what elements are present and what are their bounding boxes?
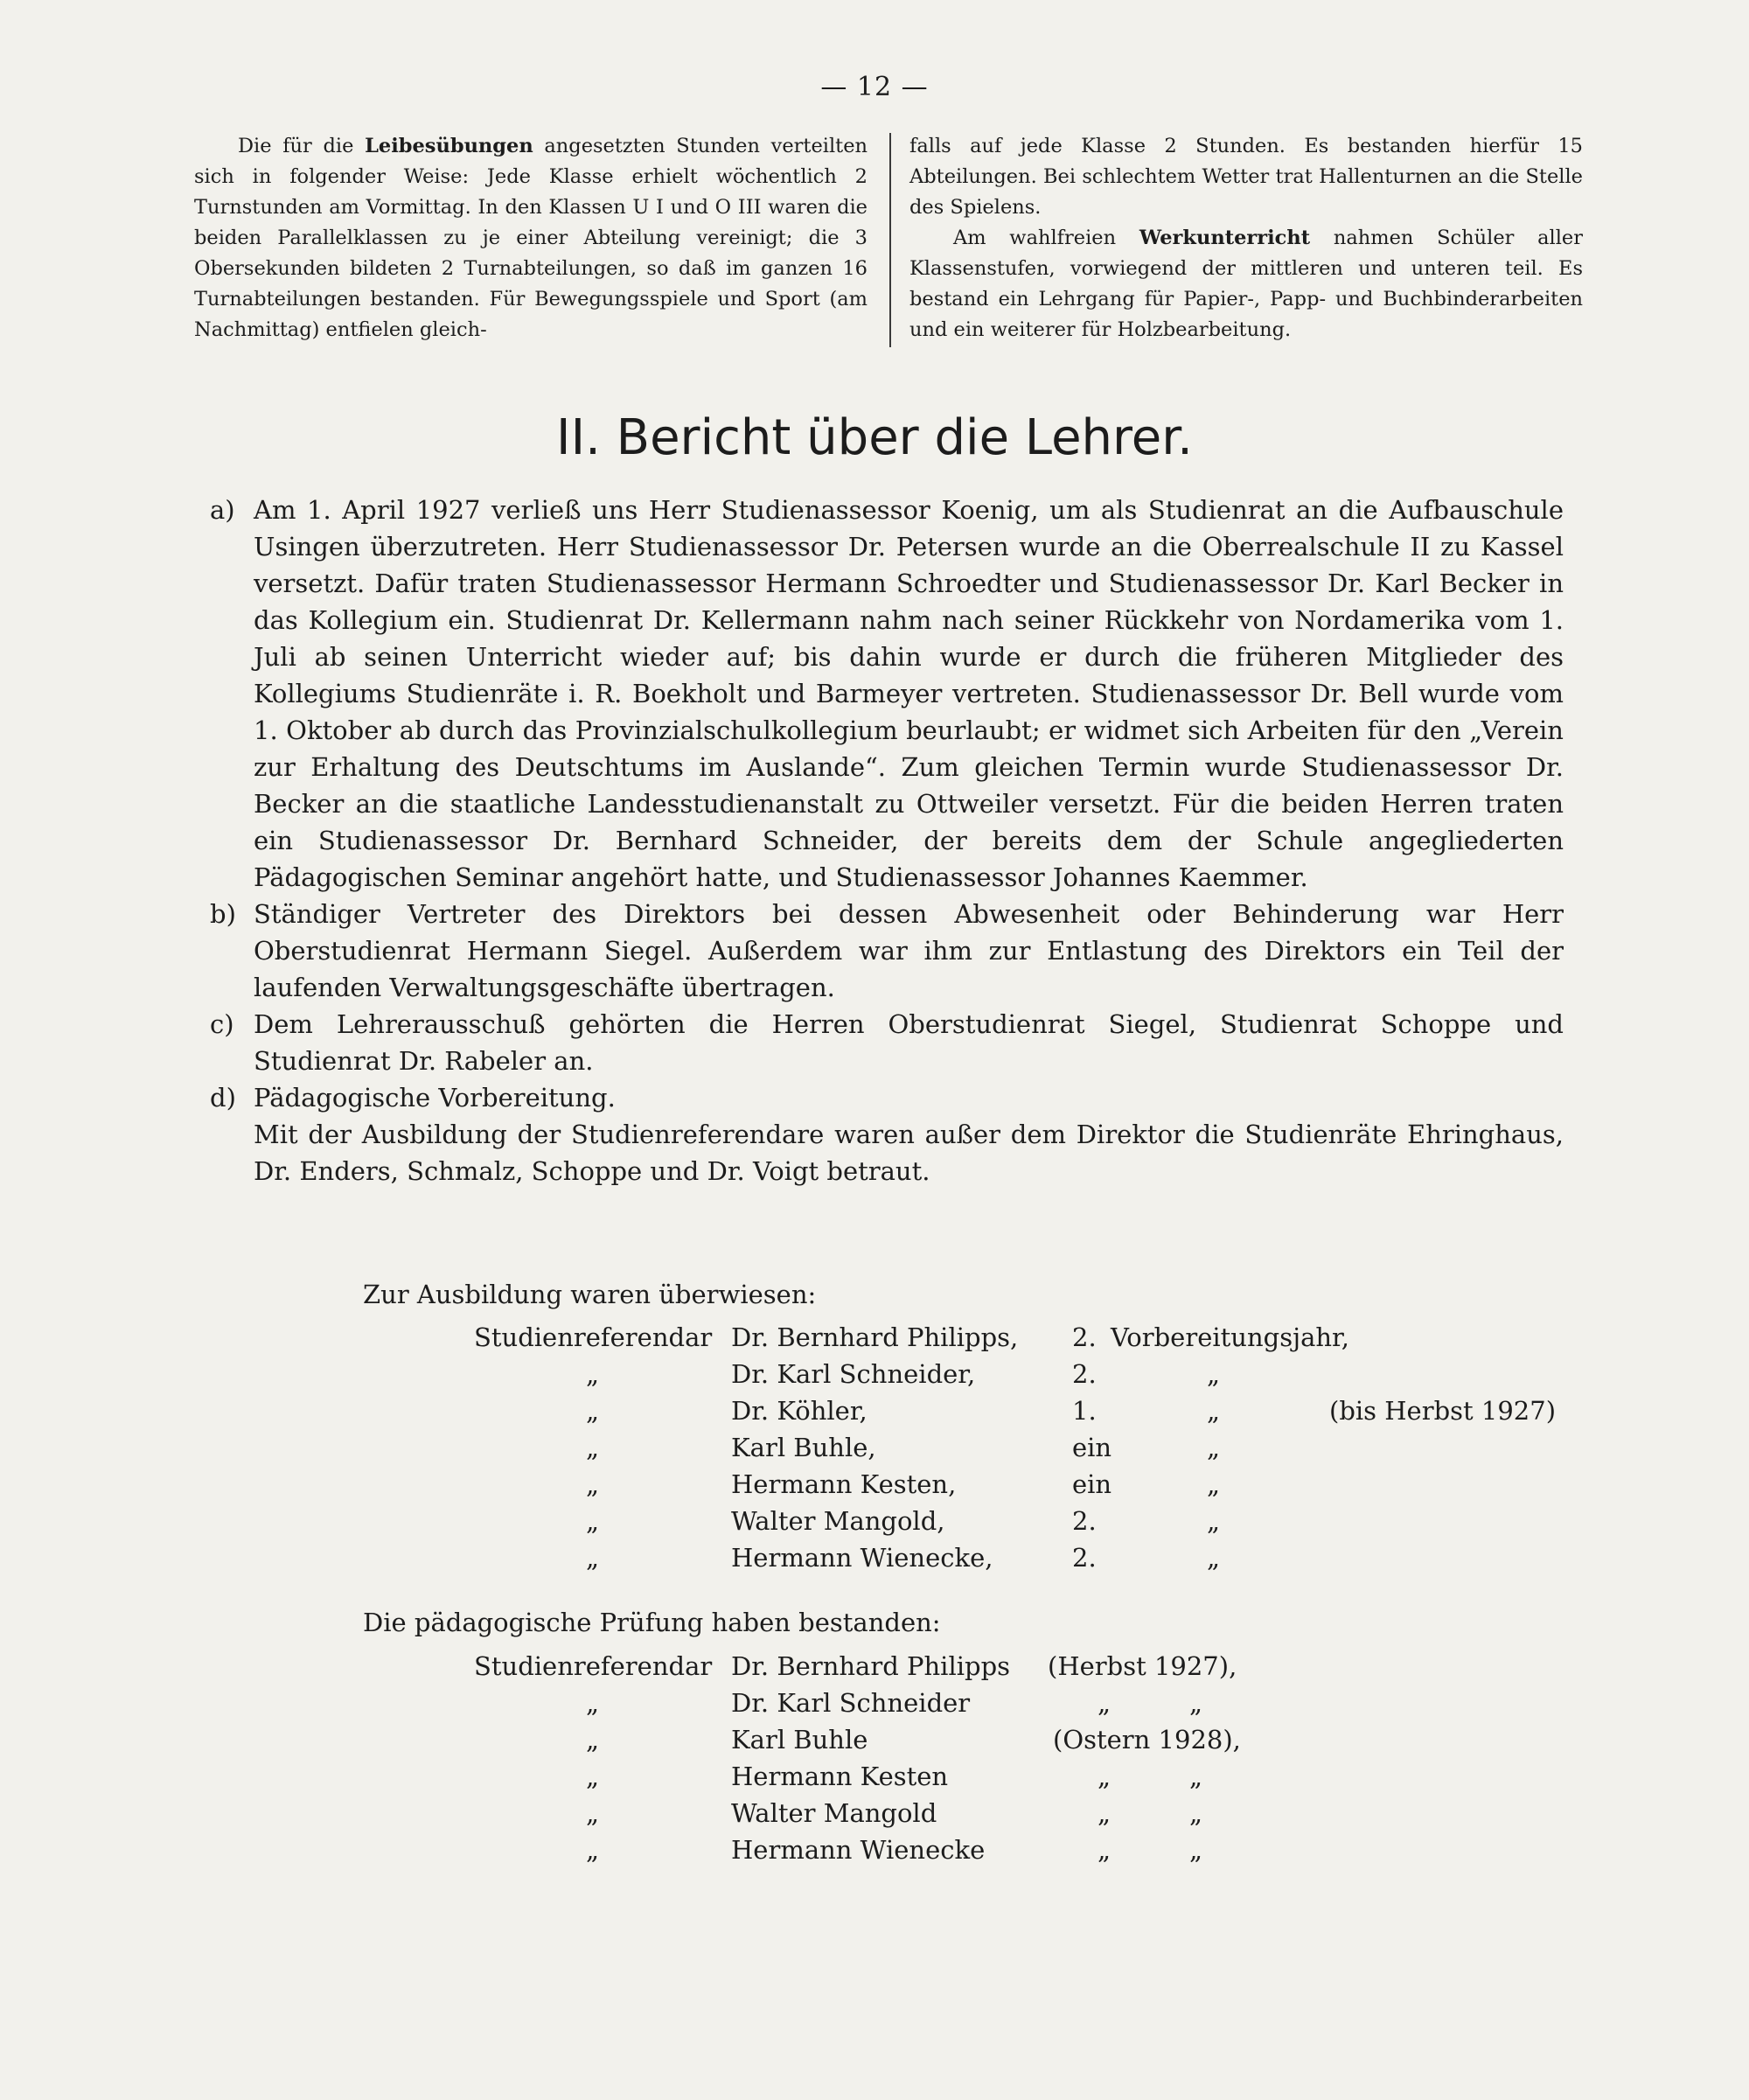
item-d-title: Pädagogische Vorbereitung. bbox=[254, 1083, 616, 1113]
ausbildung-role: „ bbox=[586, 1396, 600, 1426]
pruefung-name: Dr. Karl Schneider bbox=[731, 1688, 971, 1718]
pruefung-role: „ bbox=[586, 1798, 600, 1828]
pruefung-ditto: „ bbox=[1097, 1688, 1111, 1718]
ausbildung-role: „ bbox=[586, 1469, 600, 1499]
pruefung-role: „ bbox=[586, 1762, 600, 1791]
leibesuebungen-keyword: Leibesübungen bbox=[365, 135, 533, 157]
ausbildung-number: 1. bbox=[1072, 1396, 1097, 1426]
ausbildung-number: 2. bbox=[1072, 1506, 1097, 1536]
ausbildung-role: „ bbox=[586, 1433, 600, 1462]
ausbildung-name: Hermann Kesten, bbox=[731, 1469, 957, 1499]
ausbildung-label: „ bbox=[1207, 1543, 1221, 1573]
item-c-text: Dem Lehrerausschuß gehörten die Herren Oberstudienrat Siegel, Studienrat Schoppe und Studienrat Dr. Rabeler an. bbox=[254, 1009, 1564, 1076]
pruefung-role: „ bbox=[586, 1688, 600, 1718]
ausbildung-number: 2. bbox=[1072, 1322, 1097, 1352]
ausbildung-number: ein bbox=[1072, 1433, 1112, 1462]
item-b-text: Ständiger Vertreter des Direktors bei dessen Abwesenheit oder Behinderung war Herr Oberstudienrat Hermann Siegel. Außerdem war ihm zur Entlastung des Direktors ein Teil der laufenden Verwaltungsgeschäfte übertragen. bbox=[254, 899, 1564, 1002]
ausbildung-number: ein bbox=[1072, 1469, 1112, 1499]
pruefung-title: Die pädagogische Prüfung haben bestanden: bbox=[363, 1608, 941, 1637]
ausbildung-name: Karl Buhle, bbox=[731, 1433, 876, 1462]
pruefung-ditto: „ bbox=[1097, 1798, 1111, 1828]
ausbildung-name: Walter Mangold, bbox=[731, 1506, 945, 1536]
ausbildung-name: Dr. Köhler, bbox=[731, 1396, 868, 1426]
item-a-text: Am 1. April 1927 verließ uns Herr Studienassessor Koenig, um als Studienrat an die Aufbauschule Usingen überzutreten. Herr Studienassessor Dr. Petersen wurde an die Oberrealschule II zu Kassel versetzt. Dafür traten Studienassessor Hermann Schroedter und Studienassessor Dr. Karl Becker in das Kollegium ein. Studienrat Dr. Kellermann nahm nach seiner Rückkehr von Nordamerika vom 1. Juli ab seinen Unterricht wieder auf; bis dahin wurde er durch die früheren Mitglieder des Kollegiums Studienräte i. R. Boekholt und Barmeyer vertreten. Studienassessor Dr. Bell wurde vom 1. Oktober ab durch das Provinzialschulkollegium beurlaubt; er widmet sich Arbeiten für den „Verein zur Erhaltung des Deutschtums im Auslande“. Zum gleichen Termin wurde Studienassessor Dr. Becker an die staatliche Landesstudienanstalt zu Ottweiler versetzt. Für die beiden Herren traten ein Studienassessor Dr. Bernhard Schneider, der bereits dem der Schule angegliederten Pädagogischen Seminar angehört hatte, und Studienassessor Johannes Kaemmer. bbox=[254, 495, 1564, 892]
pruefung-ditto: „ bbox=[1189, 1688, 1203, 1718]
ausbildung-role: „ bbox=[586, 1359, 600, 1389]
ausbildung-label: „ bbox=[1207, 1359, 1221, 1389]
ausbildung-name: Hermann Wienecke, bbox=[731, 1543, 993, 1573]
ausbildung-label: Vorbereitungsjahr, bbox=[1111, 1322, 1349, 1352]
werkunterricht-keyword: Werkunterricht bbox=[1139, 227, 1311, 249]
ausbildung-name: Dr. Bernhard Philipps, bbox=[731, 1322, 1019, 1352]
section-heading: II. Bericht über die Lehrer. bbox=[556, 409, 1193, 466]
item-b bbox=[210, 896, 1564, 1006]
item-d-text: Mit der Ausbildung der Studienreferendare waren außer dem Direktor die Studienräte Ehringhaus, Dr. Enders, Schmalz, Schoppe und Dr. Voigt betraut. bbox=[254, 1120, 1564, 1186]
ausbildung-role: „ bbox=[586, 1543, 600, 1573]
pruefung-ditto: „ bbox=[1097, 1835, 1111, 1865]
column-divider bbox=[889, 133, 891, 347]
pruefung-role: „ bbox=[586, 1835, 600, 1865]
ausbildung-number: 2. bbox=[1072, 1359, 1097, 1389]
pruefung-name: Hermann Kesten bbox=[731, 1762, 949, 1791]
werkunterricht-paragraph: Am wahlfreien Werkunterricht nahmen Schüler aller Klassenstufen, vorwiegend der mittleren und unteren teil. Es bestand ein Lehrgang für Papier-, Papp- und Buchbinderarbeiten und ein weiterer für Holzbearbeitung. bbox=[909, 227, 1584, 341]
pruefung-name: Walter Mangold bbox=[731, 1798, 937, 1828]
ausbildung-number: 2. bbox=[1072, 1543, 1097, 1573]
top-two-columns bbox=[194, 131, 1583, 345]
ausbildung-label: „ bbox=[1207, 1506, 1221, 1536]
pruefung-ditto: „ bbox=[1097, 1762, 1111, 1791]
left-column bbox=[194, 131, 868, 345]
ausbildung-name: Dr. Karl Schneider, bbox=[731, 1359, 976, 1389]
ausbildung-label: „ bbox=[1207, 1396, 1221, 1426]
pruefung-role: Studienreferendar bbox=[474, 1651, 713, 1681]
right-column bbox=[909, 131, 1583, 345]
pruefung-ditto: „ bbox=[1189, 1798, 1203, 1828]
item-c bbox=[210, 1006, 1564, 1079]
ausbildung-label: „ bbox=[1207, 1433, 1221, 1462]
ausbildung-role: Studienreferendar bbox=[474, 1322, 713, 1352]
spiele-paragraph: falls auf jede Klasse 2 Stunden. Es bestanden hierfür 15 Abteilungen. Bei schlechtem Wetter trat Hallenturnen an die Stelle des Spielens. bbox=[909, 135, 1583, 219]
ausbildung-label: „ bbox=[1207, 1469, 1221, 1499]
item-c-marker: c) bbox=[210, 1009, 234, 1039]
pruefung-date: (Ostern 1928), bbox=[1053, 1725, 1241, 1755]
pruefung-role: „ bbox=[586, 1725, 600, 1755]
pruefung-name: Hermann Wienecke bbox=[731, 1835, 986, 1865]
pruefung-ditto: „ bbox=[1189, 1835, 1203, 1865]
item-a bbox=[210, 492, 1564, 896]
item-d bbox=[210, 1079, 1564, 1190]
ausbildung-title: Zur Ausbildung waren überwiesen: bbox=[363, 1280, 817, 1309]
ausbildung-role: „ bbox=[586, 1506, 600, 1536]
item-a-marker: a) bbox=[210, 495, 235, 525]
leibesuebungen-paragraph: Die für die Leibesübungen angesetzten Stunden verteilten sich in folgender Weise: Jede Klasse erhielt wöchentlich 2 Turnstunden am Vormittag. In den Klassen U I und O III waren die beiden Parallelklassen zu je einer Abteilung vereinigt; die 3 Obersekunden bildeten 2 Turnabteilungen, so daß im ganzen 16 Turnabteilungen bestanden. Für Bewegungsspiele und Sport (am Nachmittag) entfielen gleich- bbox=[194, 135, 868, 341]
pruefung-name: Dr. Bernhard Philipps bbox=[731, 1651, 1011, 1681]
item-d-marker: d) bbox=[210, 1083, 236, 1113]
page-number: — 12 — bbox=[820, 72, 929, 102]
pruefung-ditto: „ bbox=[1189, 1762, 1203, 1791]
pruefung-name: Karl Buhle bbox=[731, 1725, 868, 1755]
item-b-marker: b) bbox=[210, 899, 236, 929]
report-body bbox=[210, 492, 1564, 1190]
ausbildung-note: (bis Herbst 1927) bbox=[1329, 1396, 1557, 1426]
pruefung-date: (Herbst 1927), bbox=[1048, 1651, 1237, 1681]
